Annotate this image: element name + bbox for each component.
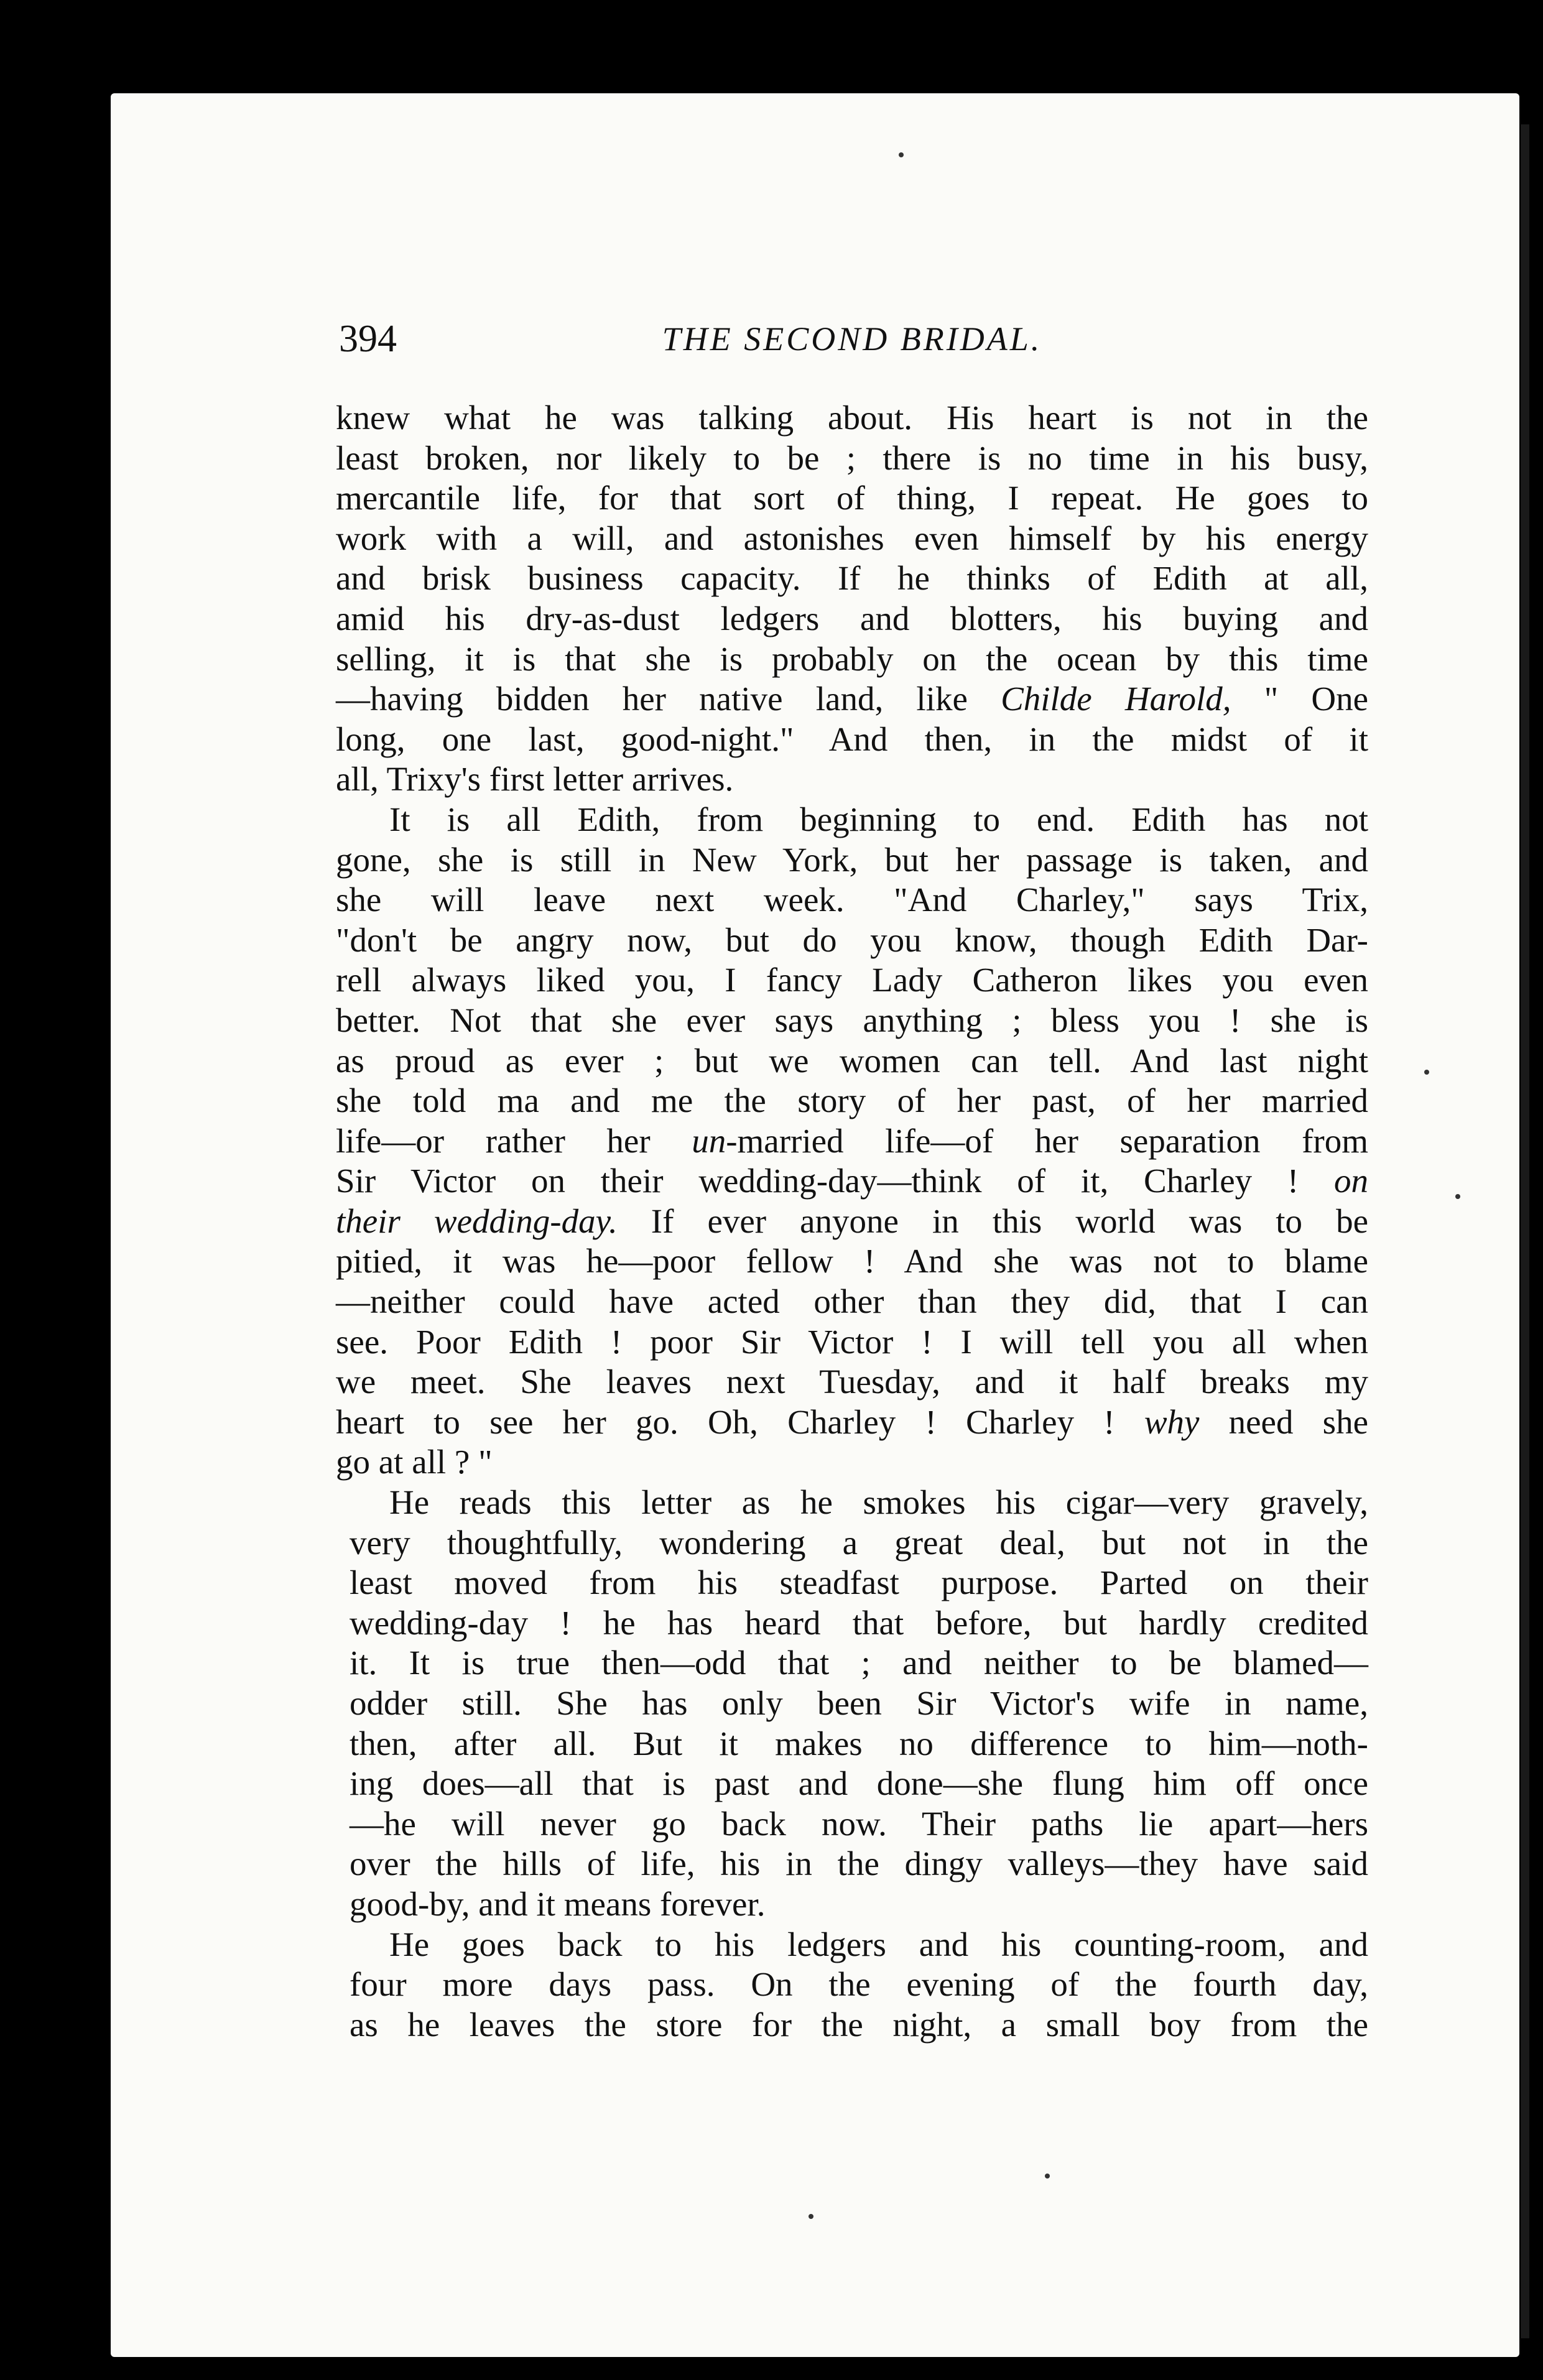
paragraph-start-line: It is all Edith, from beginning to end. Edith has not <box>389 800 1368 838</box>
text-run: —having bidden her native land, like <box>336 680 1001 718</box>
paragraph-end-line: all, Trixy's first letter arrives. <box>336 760 734 799</box>
scan-speck <box>809 2214 813 2219</box>
text-line: —neither could have acted other than they did, that I can <box>336 1282 1368 1321</box>
page-edge-shadow <box>1521 124 1529 2338</box>
text-line <box>336 1121 1368 1162</box>
emphasis-italic: why <box>1144 1402 1200 1441</box>
text-line: odder still. She has only been Sir Victor's wife in name, <box>350 1684 1368 1722</box>
text-run: " One <box>1231 680 1368 718</box>
text-line: very thoughtfully, wondering a great deal, but not in the <box>350 1523 1368 1562</box>
text-line <box>336 1402 1368 1443</box>
scan-speck <box>1045 2174 1050 2179</box>
text-line: we meet. She leaves next Tuesday, and it half breaks my <box>336 1363 1368 1401</box>
text-line <box>336 1202 1368 1242</box>
text-line: ing does—all that is past and done—she flung him off once <box>350 1764 1368 1803</box>
text-line: four more days pass. On the evening of the fourth day, <box>350 1965 1368 2004</box>
text-line: work with a will, and astonishes even himself by his energy <box>336 519 1368 557</box>
text-run: Sir Victor on their wedding-day—think of it, Charley ! <box>336 1162 1334 1200</box>
text-line: least moved from his steadfast purpose. Parted on their <box>350 1563 1368 1602</box>
text-line: she will leave next week. "And Charley," says Trix, <box>336 881 1368 919</box>
text-line: pitied, it was he—poor fellow ! And she was not to blame <box>336 1242 1368 1280</box>
text-line: least broken, nor likely to be ; there is no time in his busy, <box>336 438 1368 477</box>
text-line <box>336 679 1368 720</box>
text-line: long, one last, good-night." And then, in the midst of it <box>336 720 1368 758</box>
paragraph-end-line: good-by, and it means forever. <box>350 1884 766 1923</box>
emphasis-italic: on <box>1334 1162 1368 1200</box>
body-text <box>336 398 1368 2045</box>
text-line: over the hills of life, his in the dingy valleys—they have said <box>350 1845 1368 1883</box>
text-line: knew what he was talking about. His heart is not in the <box>336 399 1368 437</box>
text-run: heart to see her go. Oh, Charley ! Charley ! <box>336 1402 1144 1441</box>
text-line: as proud as ever ; but we women can tell. And last night <box>336 1041 1368 1080</box>
text-run: life—or rather her <box>336 1121 692 1160</box>
text-line: wedding-day ! he has heard that before, but hardly credited <box>350 1603 1368 1642</box>
page-header <box>339 317 1365 373</box>
page-number: 394 <box>339 318 397 360</box>
text-run: married life—of her separation from <box>737 1121 1368 1160</box>
text-line: —he will never go back now. Their paths lie apart—hers <box>350 1804 1368 1843</box>
text-line: amid his dry-as-dust ledgers and blotters, his buying and <box>336 599 1368 637</box>
text-run: need she <box>1199 1402 1368 1441</box>
running-title: THE SECOND BRIDAL. <box>662 320 1042 358</box>
scan-speck <box>1455 1194 1460 1199</box>
text-line: rell always liked you, I fancy Lady Catheron likes you even <box>336 961 1368 999</box>
text-line: better. Not that she ever says anything ; bless you ! she is <box>336 1001 1368 1039</box>
text-line: mercantile life, for that sort of thing, I repeat. He goes to <box>336 479 1368 517</box>
text-line: as he leaves the store for the night, a small boy from the <box>350 2005 1368 2044</box>
text-line: then, after all. But it makes no difference to him—noth- <box>350 1724 1368 1762</box>
book-title-italic: Childe Harold, <box>1001 680 1231 718</box>
text-run: If ever anyone in this world was to be <box>617 1202 1368 1240</box>
emphasis-italic: their wedding-day. <box>336 1202 618 1240</box>
text-line: it. It is true then—odd that ; and neither to be blamed— <box>350 1644 1368 1682</box>
paragraph-start-line: He goes back to his ledgers and his counting-room, and <box>389 1925 1368 1963</box>
text-line: she told ma and me the story of her past, of her married <box>336 1081 1368 1120</box>
text-line: gone, she is still in New York, but her passage is taken, and <box>336 840 1368 879</box>
scan-speck <box>1424 1070 1429 1075</box>
text-line: "don't be angry now, but do you know, though Edith Dar- <box>336 920 1368 959</box>
scan-speck <box>899 152 904 157</box>
paragraph-end-line: go at all ? " <box>336 1443 493 1481</box>
text-line: see. Poor Edith ! poor Sir Victor ! I will tell you all when <box>336 1322 1368 1361</box>
text-line <box>336 1161 1368 1202</box>
paragraph-start-line: He reads this letter as he smokes his cigar—very gravely, <box>389 1483 1368 1522</box>
emphasis-italic: un- <box>692 1121 738 1160</box>
text-line: selling, it is that she is probably on the ocean by this time <box>336 639 1368 678</box>
text-line: and brisk business capacity. If he thinks of Edith at all, <box>336 559 1368 598</box>
